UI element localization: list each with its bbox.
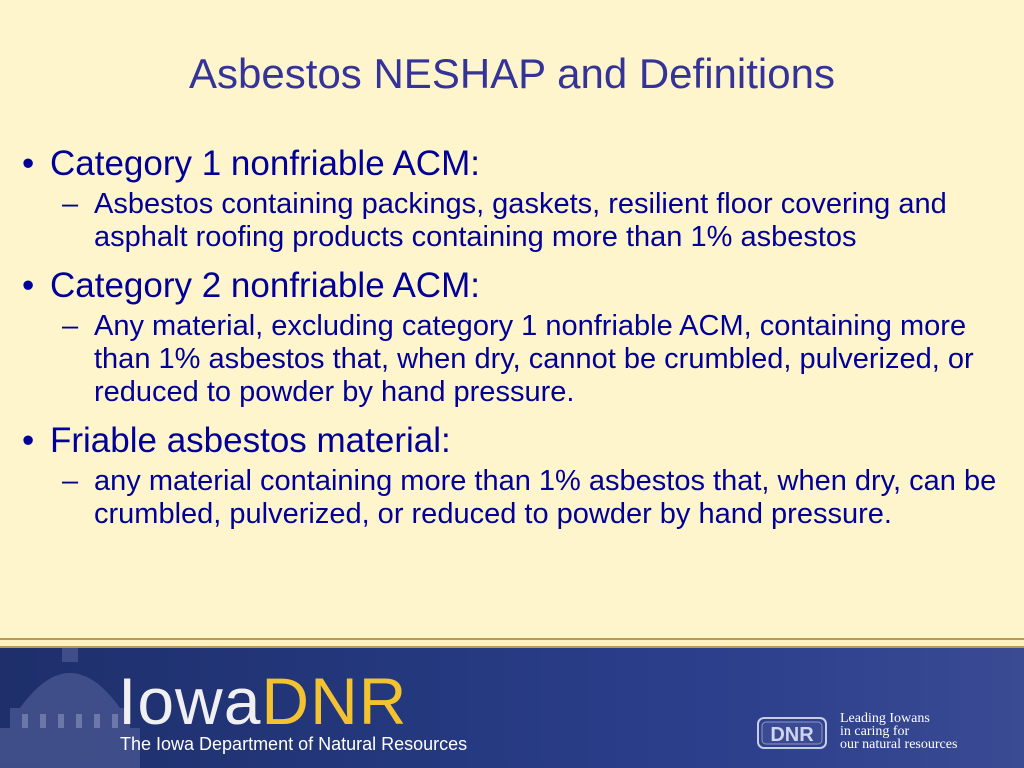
iowadnr-logo	[118, 666, 407, 736]
dnr-badge-icon	[756, 714, 834, 752]
tagline-line: our natural resources	[840, 737, 958, 752]
sub-bullet-text: Asbestos containing packings, gaskets, resilient floor covering and asphalt roofing products containing more than 1% asbestos	[94, 188, 947, 253]
bullet-text: Category 1 nonfriable ACM:	[50, 144, 480, 183]
department-name: The Iowa Department of Natural Resources	[120, 734, 468, 754]
bullet-glyph: •	[22, 144, 35, 183]
bullet-item	[22, 262, 1024, 310]
slide-content	[0, 140, 1024, 539]
dash-glyph: –	[62, 188, 79, 220]
bullet-item	[22, 417, 1024, 465]
sub-bullet-item	[62, 465, 1014, 531]
footer-divider	[0, 638, 1024, 648]
dash-glyph: –	[62, 310, 79, 342]
logo-dnr-text: DNR	[261, 664, 408, 738]
bullet-text: Category 2 nonfriable ACM:	[50, 266, 480, 305]
bullet-glyph: •	[22, 421, 35, 460]
sub-bullet-item	[62, 188, 1014, 254]
badge-text: DNR	[770, 724, 814, 746]
tagline-line: Leading Iowans	[840, 711, 930, 726]
bullet-text: Friable asbestos material:	[50, 421, 451, 460]
sub-bullet-text: Any material, excluding category 1 nonfriable ACM, containing more than 1% asbestos that, when dry, cannot be crumbled, pulverized, or reduced to powder by hand pressure.	[94, 310, 974, 408]
sub-bullet-item	[62, 310, 1014, 409]
tagline-line: in caring for	[840, 724, 910, 739]
bullet-item	[22, 140, 1024, 188]
dash-glyph: –	[62, 465, 79, 497]
sub-bullet-text: any material containing more than 1% asbestos that, when dry, can be crumbled, pulverized, or reduced to powder by hand pressure.	[94, 465, 997, 530]
logo-iowa-text: Iowa	[118, 664, 262, 738]
bullet-glyph: •	[22, 266, 35, 305]
tagline	[840, 712, 957, 751]
slide-title: Asbestos NESHAP and Definitions	[189, 50, 835, 97]
footer-banner	[0, 648, 1024, 768]
